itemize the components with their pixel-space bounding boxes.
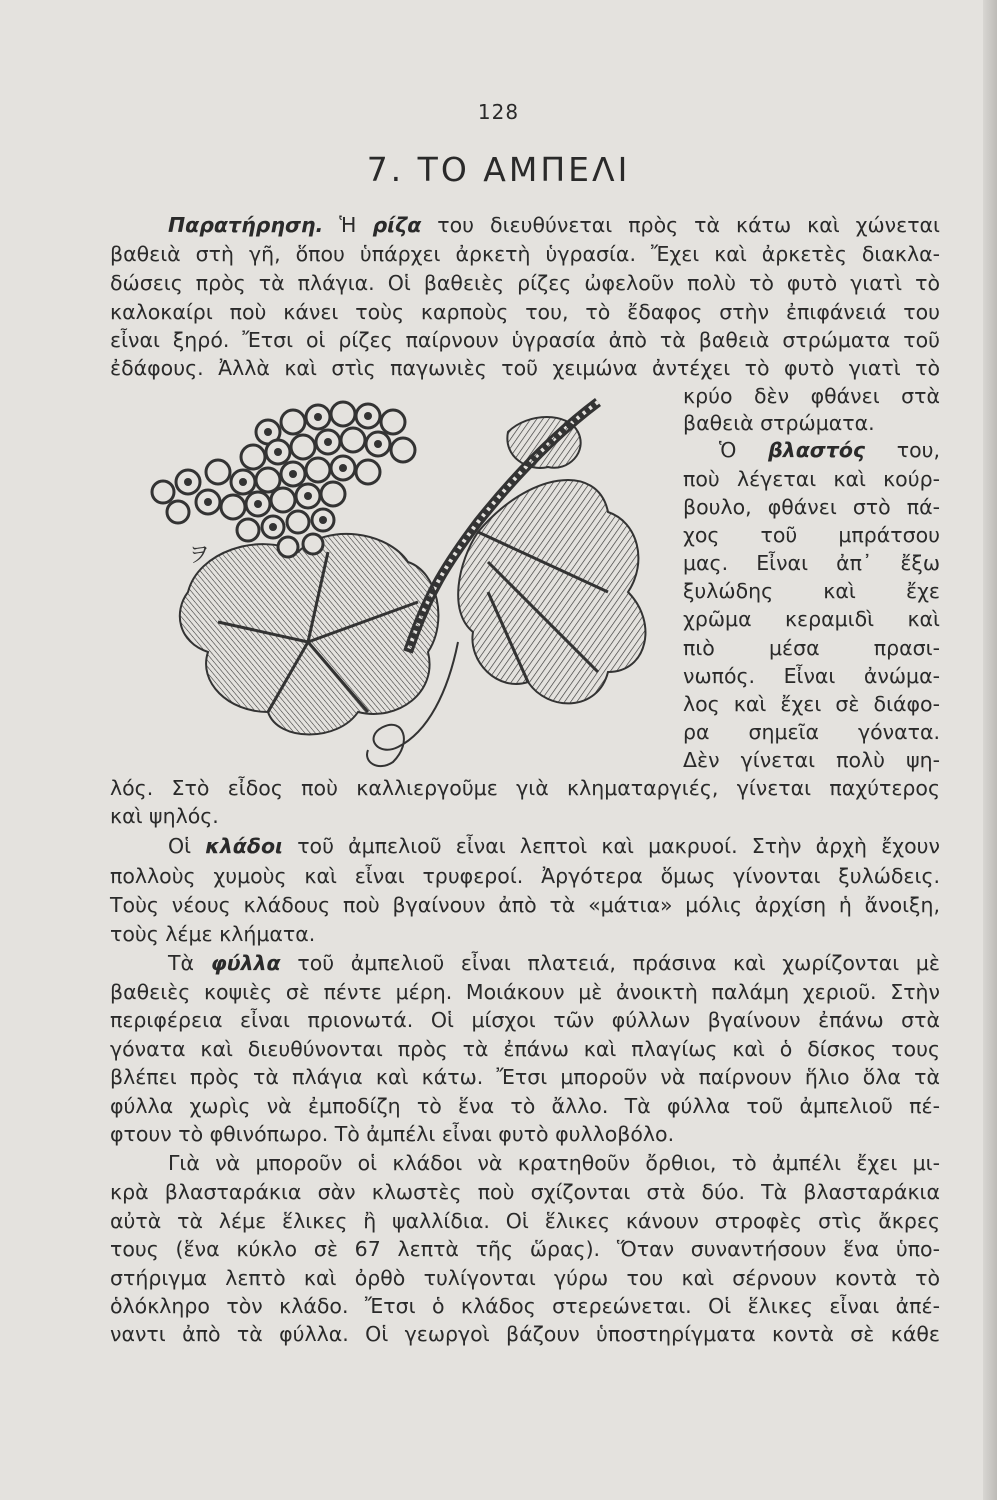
text-span: τοῦ ἀμπελιοῦ εἶναι πλατειά, πράσινα καὶ χωρίζονται μὲ — [280, 951, 940, 975]
paragraph-lead: Παρατήρηση. — [168, 213, 324, 237]
text-line: χρῶμα κεραμιδὶ καὶ — [683, 607, 940, 631]
text-line — [110, 948, 940, 978]
text-line: φτουν τὸ φθινόπωρο. Τὸ ἀμπέλι εἶναι φυτὸ φυλλοβόλο. — [110, 1122, 675, 1146]
text-span: Ἡ — [323, 213, 373, 237]
grape-cluster — [152, 402, 415, 557]
page-edge — [983, 0, 997, 1500]
text-line: χος τοῦ μπράτσου — [683, 523, 940, 547]
text-line: ὁλόκληρο τὸν κλάδο. Ἔτσι ὁ κλάδος στερεώνεται. Οἱ ἕλικες εἶναι ἀπέ- — [110, 1294, 940, 1318]
text-line: πολλοὺς χυμοὺς καὶ εἶναι τρυφεροί. Ἀργότερα ὅμως γίνονται ξυλώδεις. — [110, 864, 940, 888]
text-line: τοὺς λέμε κλήματα. — [110, 922, 316, 946]
text-line: Δὲν γίνεται πολὺ ψη- — [683, 748, 940, 772]
text-span: Τὰ — [168, 951, 211, 975]
text-line: Τοὺς νέους κλάδους ποὺ βγαίνουν ἀπὸ τὰ «μάτια» μόλις ἀρχίση ἡ ἄνοιξη, — [110, 893, 940, 917]
text-line: λος καὶ ἔχει σὲ διάφο- — [683, 692, 940, 716]
chapter-title: 7. ΤΟ ΑΜΠΕΛΙ — [366, 150, 631, 189]
text-line: βαθειὰ στρώματα. — [683, 411, 875, 435]
text-line: περιφέρεια εἶναι πριονωτά. Οἱ μίσχοι τῶν φύλλων βγαίνουν ἐπάνω στὰ — [110, 1008, 940, 1032]
text-line — [110, 210, 940, 240]
leaf-small — [507, 417, 580, 468]
term-root: ρίζα — [372, 213, 422, 237]
text-line: βλέπει πρὸς τὰ πλάγια καὶ κάτω. Ἔτσι μποροῦν νὰ παίρνουν ἥλιο ὅλα τὰ — [110, 1065, 940, 1089]
text-line: λός. Στὸ εἶδος ποὺ καλλιεργοῦμε γιὰ κληματαργιές, γίνεται παχύτερος — [110, 776, 940, 800]
text-span: τοῦ ἀμπελιοῦ εἶναι λεπτοὶ καὶ μακρυοί. Στὴν ἀρχὴ ἔχουν — [283, 834, 940, 858]
text-line: ἐδάφους. Ἀλλὰ καὶ στὶς παγωνιὲς τοῦ χειμώνα ἀντέχει τὸ φυτὸ γιατὶ τὸ — [110, 356, 940, 380]
text-line: αὐτὰ τὰ λέμε ἕλικες ἢ ψαλλίδια. Οἱ ἕλικες κάνουν στροφὲς στὶς ἄκρες — [110, 1209, 940, 1233]
text-line: δώσεις πρὸς τὰ πλάγια. Οἱ βαθειὲς ρίζες ὠφελοῦν πολὺ τὸ φυτὸ γιατὶ τὸ — [110, 271, 940, 295]
text-line: κρὰ βλασταράκια σὰν κλωστὲς ποὺ σχίζονται στὰ δύο. Τὰ βλασταράκια — [110, 1180, 940, 1204]
text-line: στήριγμα λεπτὸ καὶ ὀρθὸ τυλίγονται γύρω του καὶ σέρνουν κοντὰ τὸ — [110, 1266, 940, 1290]
text-line — [683, 435, 940, 465]
text-line: ρα σημεῖα γόνατα. — [683, 720, 940, 744]
text-line: βουλο, φθάνει στὸ πά- — [683, 495, 940, 519]
term-leaves: φύλλα — [210, 951, 281, 975]
printer-mark: ヲ — [188, 543, 211, 568]
text-span: του διευθύνεται πρὸς τὰ κάτω καὶ χώνεται — [421, 213, 940, 237]
text-line: Γιὰ νὰ μποροῦν οἱ κλάδοι νὰ κρατηθοῦν ὄρθιοι, τὸ ἀμπέλι ἔχει μι- — [168, 1151, 940, 1175]
text-line: φύλλα χωρὶς νὰ ἐμποδίζη τὸ ἕνα τὸ ἄλλο. Τὰ φύλλα τοῦ ἀμπελιοῦ πέ- — [110, 1094, 940, 1118]
text-line: καλοκαίρι ποὺ κάνει τοὺς καρποὺς του, τὸ ἔδαφος στὴν ἐπιφάνειά του — [110, 300, 940, 324]
text-line: τους (ἕνα κύκλο σὲ 67 λεπτὰ τῆς ὥρας). Ὅταν συναντήσουν ἕνα ὑπο- — [110, 1237, 940, 1261]
text-line: ξυλώδης καὶ ἔχε — [683, 579, 940, 603]
text-line: βαθειὰ στὴ γῆ, ὅπου ὑπάρχει ἀρκετὴ ὑγρασία. Ἔχει καὶ ἀρκετὲς διακλα- — [110, 242, 940, 266]
text-span: του, — [865, 438, 941, 462]
text-line: καὶ ψηλός. — [110, 804, 219, 828]
text-line: νωπός. Εἶναι ἀνώμα- — [683, 664, 940, 688]
text-line: κρύο δὲν φθάνει στὰ — [683, 384, 940, 408]
text-line — [110, 831, 940, 861]
text-line: πιὸ μέσα πρασι- — [683, 636, 940, 660]
page-number: 128 — [477, 100, 520, 124]
grapevine-illustration — [128, 392, 673, 780]
text-line: βαθειὲς κοψιὲς σὲ πέντε μέρη. Μοιάκουν μὲ ἀνοικτὴ παλάμη χεριοῦ. Στὴν — [110, 980, 940, 1004]
grapevine-drawing — [128, 392, 673, 780]
text-line: ποὺ λέγεται καὶ κούρ- — [683, 467, 940, 491]
text-line: μας. Εἶναι ἀπ᾽ ἔξω — [683, 551, 940, 575]
text-line: ναντι ἀπὸ τὰ φύλλα. Οἱ γεωργοὶ βάζουν ὑποστηρίγματα κοντὰ σὲ κάθε — [110, 1322, 940, 1346]
term-stem: βλαστός — [768, 438, 866, 462]
text-line: γόνατα καὶ διευθύνονται πρὸς τὰ ἐπάνω καὶ πλαγίως καὶ ὁ δίσκος τους — [110, 1037, 940, 1061]
text-span: Ὁ — [719, 438, 769, 462]
term-branches: κλάδοι — [205, 834, 284, 858]
text-line: εἶναι ξηρό. Ἔτσι οἱ ρίζες παίρνουν ὑγρασία ἀπὸ τὰ βαθειὰ στρώματα τοῦ — [110, 328, 940, 352]
text-span: Οἱ — [168, 834, 206, 858]
